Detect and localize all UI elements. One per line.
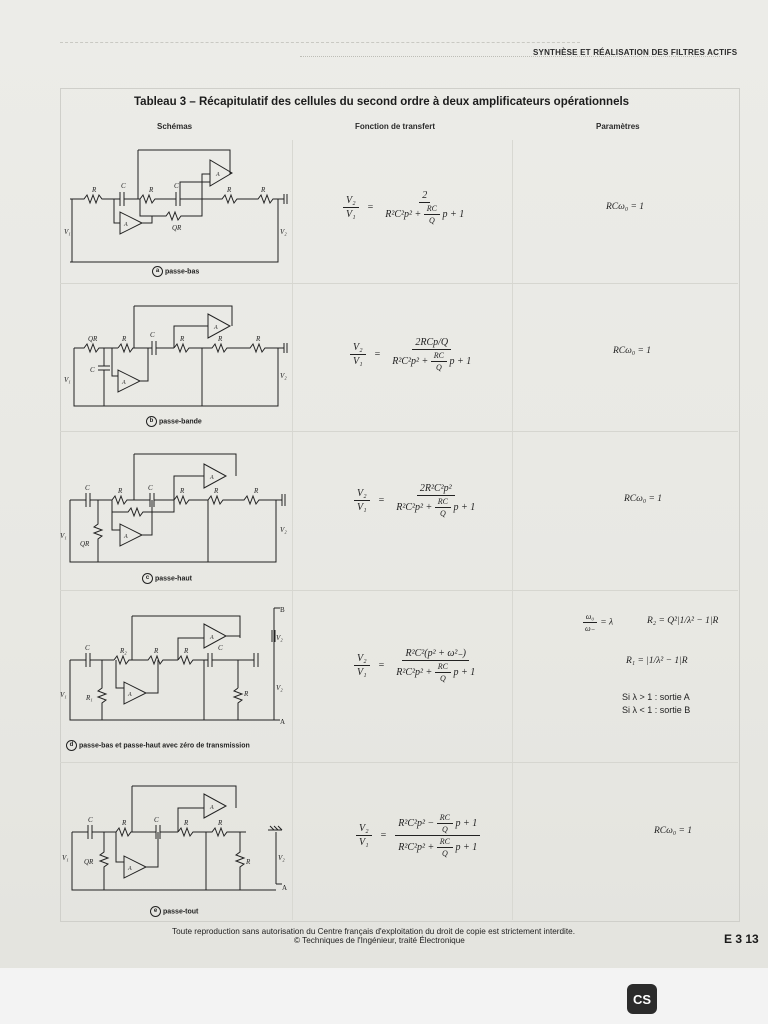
column-divider [512,140,513,920]
svg-text:R: R [184,819,189,827]
transfer-function-allpass: $\frac{\text{V₂}}{\text{V₁}}$ = R²C²p² − $\frac{RC}{Q}$ p + 1 R²C²p² + $\frac{RC}{Q}$ p + 1 [356,813,480,858]
svg-text:C: C [154,816,159,824]
svg-text:R: R [254,487,259,495]
svg-text:R: R [256,335,261,343]
svg-text:R: R [244,690,249,698]
svg-text:R: R [261,186,266,194]
parameter-highpass: RCω₀ = 1 [624,494,663,504]
component-labels [64,325,287,386]
svg-text:C: C [218,644,223,652]
schematic-bandpass [62,296,290,414]
svg-text:R: R [180,487,185,495]
svg-text:C: C [88,816,93,824]
copyright-line-2: © Techniques de l'Ingénieur, traité Électronique [294,936,465,945]
svg-text:R: R [218,819,223,827]
svg-text:V₁: V₁ [60,532,67,540]
svg-text:R: R [227,186,232,194]
running-header: SYNTHÈSE ET RÉALISATION DES FILTRES ACTIFS [533,48,738,57]
transfer-function-notch: $\frac{\text{V₂}}{\text{V₁}}$ = R²C²(p² + ω²₋) R²C²p² + $\frac{RC}{Q}$ p + 1 [354,648,478,683]
svg-text:QR: QR [80,540,90,548]
svg-text:A: A [216,172,220,178]
svg-text:C: C [148,484,153,492]
svg-text:V₂: V₂ [280,372,287,380]
svg-text:R: R [184,647,189,655]
column-header-transfer-function: Fonction de transfert [355,122,436,131]
svg-text:R: R [122,335,127,343]
svg-text:V₂: V₂ [280,228,287,236]
svg-text:A: A [124,222,128,228]
row-separator [60,762,738,763]
svg-text:A: A [280,718,286,726]
header-dotted-line [300,56,720,57]
svg-text:QR: QR [84,858,94,866]
column-header-schemas: Schémas [157,122,193,131]
svg-text:C: C [85,644,90,652]
svg-text:V₁: V₁ [64,376,71,384]
svg-text:V₂: V₂ [278,854,285,862]
svg-text:V₁: V₁ [62,854,69,862]
copyright-notice [172,927,732,945]
copyright-line-1: Toute reproduction sans autorisation du Centre français d'exploitation du droit de copie est strictement interdite. [172,927,575,936]
parameter-bandpass: RCω₀ = 1 [613,346,652,356]
svg-text:B: B [280,606,285,614]
caption-highpass: c passe-haut [142,573,192,584]
caption-allpass: e passe-tout [150,906,198,917]
column-divider [292,140,293,920]
svg-text:V₁: V₁ [60,691,67,699]
page-number: E 3 13 [724,932,759,946]
svg-text:R: R [154,647,159,655]
component-labels [62,805,287,892]
header-rule [60,42,580,43]
svg-text:A: A [214,325,218,331]
svg-text:R: R [218,335,223,343]
svg-text:A: A [210,805,214,811]
parameter-ratio: $\frac{\text{ω₀}}{\omega_-}$ = λ [582,612,613,633]
caption-lowpass: a passe-bas [152,266,199,277]
row-separator [60,283,738,284]
parameter-r1: R₁ = |1/λ² − 1|R [626,656,688,666]
svg-text:A: A [210,635,214,641]
svg-text:A: A [124,534,128,540]
svg-text:C: C [174,182,179,190]
svg-text:A: A [128,692,132,698]
transfer-function-highpass: $\frac{\text{V₂}}{\text{V₁}}$ = 2R²C²p² R²C²p² + $\frac{RC}{Q}$ p + 1 [354,483,478,518]
transfer-function-bandpass: $\frac{\text{V₂}}{\text{V₁}}$ = 2RCp/Q R²C²p² + $\frac{RC}{Q}$ p + 1 [350,337,474,372]
column-header-parameters: Paramètres [596,122,640,131]
svg-text:R: R [180,335,185,343]
schematic-highpass [58,450,290,568]
svg-text:C: C [121,182,126,190]
svg-text:QR: QR [88,335,98,343]
svg-text:A: A [128,866,132,872]
schematic-allpass [60,780,290,904]
caption-notch: d passe-bas et passe-haut avec zéro de transmission [66,740,250,751]
parameter-condition-a: Si λ > 1 : sortie A [622,692,690,702]
svg-text:R: R [214,487,219,495]
svg-text:V₂: V₂ [276,684,283,692]
svg-text:V₂: V₂ [280,526,287,534]
svg-text:R: R [246,858,251,866]
svg-text:C: C [150,331,155,339]
parameter-allpass: RCω₀ = 1 [654,826,693,836]
svg-text:R: R [149,186,154,194]
svg-text:A: A [282,884,288,892]
svg-text:A: A [210,475,214,481]
schematic-lowpass [62,142,290,267]
caption-bandpass: b passe-bande [146,416,202,427]
row-separator [60,590,738,591]
component-labels [60,606,285,726]
row-separator [60,431,738,432]
svg-text:C: C [85,484,90,492]
svg-text:A: A [122,380,126,386]
table-title: Tableau 3 – Récapitulatif des cellules du second ordre à deux amplificateurs opérationnels [134,96,630,108]
svg-text:V₁: V₁ [64,228,71,236]
transfer-function-lowpass: $\frac{\text{V₂}}{\text{V₁}}$ = 2 R²C²p² + $\frac{RC}{Q}$ p + 1 [343,190,467,225]
parameter-lowpass: RCω₀ = 1 [606,202,645,212]
svg-text:R₂: R₂ [120,647,127,655]
svg-text:R: R [118,487,123,495]
svg-text:R: R [122,819,127,827]
parameter-r2: R₂ = Q²|1/λ² − 1|R [647,616,719,626]
svg-text:R: R [92,186,97,194]
svg-text:C: C [90,366,95,374]
svg-text:V₂: V₂ [276,634,283,642]
svg-text:QR: QR [172,224,182,232]
parameter-condition-b: Si λ < 1 : sortie B [622,705,691,715]
svg-text:R₁: R₁ [86,694,93,702]
camscanner-logo[interactable]: CS [627,984,657,1014]
schematic-notch [58,602,290,730]
